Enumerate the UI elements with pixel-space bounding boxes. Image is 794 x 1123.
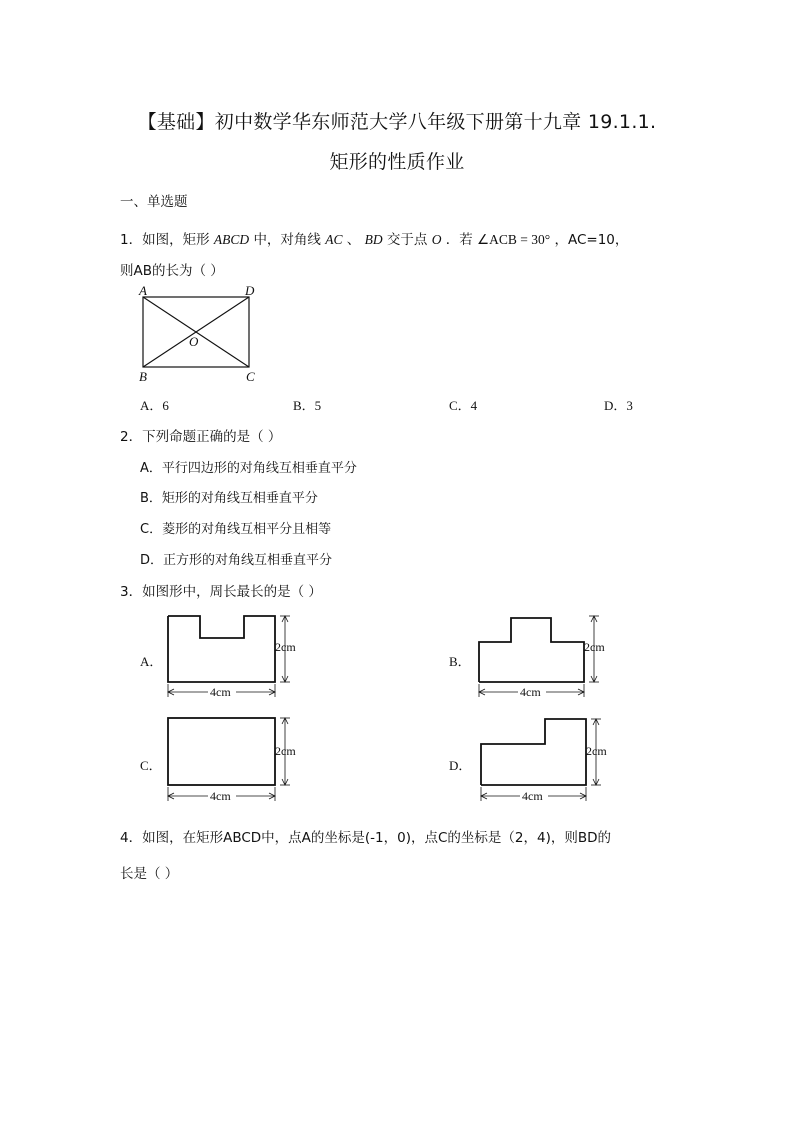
vertex-a-label: A [139,283,147,298]
width-label: 4cm [520,685,541,699]
page-title-line2: 矩形的性质作业 [329,151,465,173]
section-heading: 一、单选题 [120,194,188,210]
q1-text-d: 交于点 [386,232,428,248]
shape-d-outline [481,719,586,785]
height-label: 2cm [275,640,296,654]
q1-option-a[interactable]: A．6 [140,398,169,413]
q1-number: 1． [120,232,143,248]
question-2-stem: 2．下列命题正确的是（ ） [120,429,282,445]
q3-figure-b[interactable] [468,607,618,703]
q3-option-c-label[interactable]: C． [140,758,162,773]
q1-angle: ∠ACB = 30° [477,232,551,247]
page-title-line1: 【基础】初中数学华东师范大学八年级下册第十九章 19.1.1. [137,111,657,133]
question-4-stem-line2: 长是（ ） [120,866,179,882]
q1-text-c: 、 [346,232,361,248]
q2-option-c[interactable]: C．菱形的对角线互相平分且相等 [140,522,332,537]
q3-option-d-label[interactable]: D． [449,758,472,773]
width-label: 4cm [210,789,231,803]
question-1-stem-line2: 则AB的长为（ ） [120,263,224,279]
height-label: 2cm [275,744,296,758]
q2-option-d[interactable]: D．正方形的对角线互相垂直平分 [140,553,333,568]
q1-option-c[interactable]: C．4 [449,398,478,413]
q3-figure-d[interactable] [470,710,620,806]
q1-diag-ac: AC [325,232,343,247]
question-3-stem: 3．如图形中，周长最长的是（ ） [120,584,322,600]
shape-a-outline [168,616,275,682]
width-label: 4cm [210,685,231,699]
q3-figure-c[interactable] [158,710,308,806]
width-label: 4cm [522,789,543,803]
q3-option-b-label[interactable]: B． [449,654,471,669]
q1-option-b[interactable]: B．5 [293,398,322,413]
q1-diag-bd: BD [364,232,383,247]
shape-c-outline [168,718,275,785]
q1-text-e: ．若 [445,232,473,248]
q2-option-b[interactable]: B．矩形的对角线互相垂直平分 [140,491,318,506]
q1-text-f: ，AC=10， [554,232,629,248]
center-o-label: O [189,334,199,349]
question-4-stem-line1: 4．如图，在矩形ABCD中，点A的坐标是(-1，0)，点C的坐标是（2，4)，则BD的 [120,830,612,846]
question-1-stem [120,228,628,248]
vertex-c-label: C [246,369,255,384]
vertex-d-label: D [245,283,255,298]
height-label: 2cm [586,744,607,758]
shape-b-outline [479,618,584,682]
q1-rect-name: ABCD [213,232,250,247]
q2-option-a[interactable]: A．平行四边形的对角线互相垂直平分 [140,461,357,476]
height-label: 2cm [584,640,605,654]
q1-text-b: 中，对角线 [253,232,321,248]
q1-text-a: 如图，矩形 [142,232,210,248]
q1-option-d[interactable]: D．3 [604,398,633,413]
vertex-b-label: B [139,369,147,384]
q3-figure-a[interactable] [158,607,308,703]
q1-rectangle-figure [130,282,270,386]
q1-point-o: O [431,232,442,247]
q3-option-a-label[interactable]: A． [140,654,163,669]
